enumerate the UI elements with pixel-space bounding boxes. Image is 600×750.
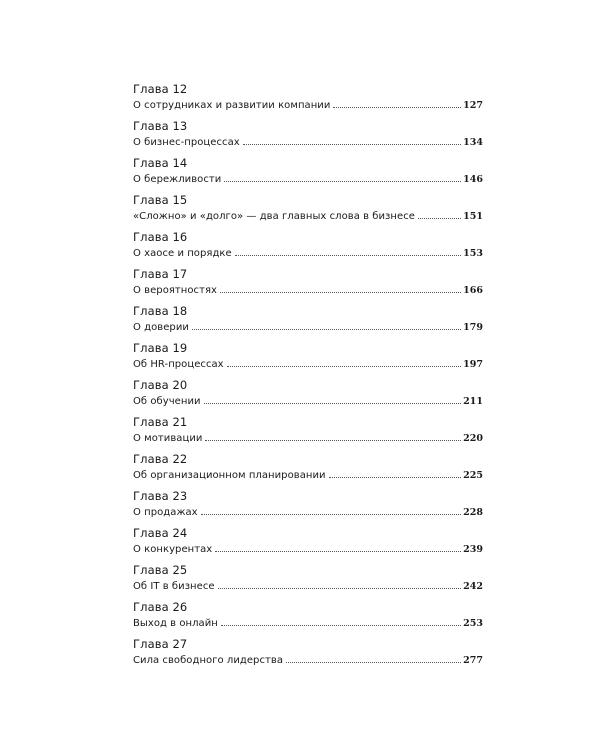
chapter-number: Глава 16 [133, 230, 188, 244]
dot-leader [192, 328, 461, 330]
toc-entry [133, 525, 483, 562]
toc-line[interactable] [133, 283, 483, 299]
chapter-title: О доверии [133, 322, 189, 333]
toc-entry [133, 451, 483, 488]
toc-line[interactable] [133, 172, 483, 188]
dot-leader [220, 291, 461, 293]
toc-entry [133, 155, 483, 192]
chapter-title: Об обучении [133, 396, 201, 407]
dot-leader [333, 106, 461, 108]
page-number: 253 [463, 618, 483, 629]
dot-leader [201, 513, 462, 515]
toc-line[interactable] [133, 579, 483, 595]
chapter-title: О сотрудниках и развитии компании [133, 100, 331, 111]
page-number: 127 [463, 100, 483, 111]
page-number: 239 [463, 544, 483, 555]
toc-line[interactable] [133, 357, 483, 373]
toc-line[interactable] [133, 431, 483, 447]
chapter-number: Глава 25 [133, 563, 188, 577]
dot-leader [205, 439, 461, 441]
chapter-title: О бережливости [133, 174, 222, 185]
dot-leader [227, 365, 462, 367]
dot-leader [215, 550, 461, 552]
toc-line[interactable] [133, 98, 483, 114]
toc-entry [133, 414, 483, 451]
toc-entry [133, 266, 483, 303]
chapter-title: «Сложно» и «долго» — два главных слова в бизнесе [133, 211, 415, 222]
toc-entry [133, 636, 483, 673]
dot-leader [235, 254, 461, 256]
toc-entry [133, 118, 483, 155]
page-number: 220 [463, 433, 483, 444]
chapter-number: Глава 26 [133, 600, 188, 614]
chapter-number: Глава 12 [133, 82, 188, 96]
toc-entry [133, 303, 483, 340]
page-number: 211 [463, 396, 483, 407]
toc-entry [133, 192, 483, 229]
chapter-number: Глава 15 [133, 193, 188, 207]
toc-line[interactable] [133, 468, 483, 484]
chapter-number: Глава 19 [133, 341, 188, 355]
chapter-number: Глава 17 [133, 267, 188, 281]
chapter-title: Сила свободного лидерства [133, 655, 283, 666]
table-of-contents [133, 81, 483, 673]
page-number: 242 [463, 581, 483, 592]
chapter-number: Глава 22 [133, 452, 188, 466]
chapter-title: Об IT в бизнесе [133, 581, 215, 592]
dot-leader [204, 402, 462, 404]
page-number: 166 [463, 285, 483, 296]
dot-leader [286, 661, 461, 663]
toc-entry [133, 340, 483, 377]
chapter-number: Глава 24 [133, 526, 188, 540]
chapter-title: О вероятностях [133, 285, 218, 296]
page-number: 151 [463, 211, 483, 222]
toc-entry [133, 229, 483, 266]
dot-leader [224, 180, 461, 182]
chapter-number: Глава 21 [133, 415, 188, 429]
toc-entry [133, 81, 483, 118]
page-number: 134 [463, 137, 483, 148]
dot-leader [218, 587, 462, 589]
toc-line[interactable] [133, 246, 483, 262]
page-number: 179 [463, 322, 483, 333]
dot-leader [221, 624, 461, 626]
page-number: 277 [463, 655, 483, 666]
chapter-title: Выход в онлайн [133, 618, 218, 629]
toc-entry [133, 488, 483, 525]
chapter-title: О конкурентах [133, 544, 213, 555]
chapter-title: О бизнес-процессах [133, 137, 240, 148]
toc-line[interactable] [133, 505, 483, 521]
toc-line[interactable] [133, 135, 483, 151]
dot-leader [329, 476, 462, 478]
chapter-title: Об HR-процессах [133, 359, 224, 370]
chapter-number: Глава 20 [133, 378, 188, 392]
chapter-number: Глава 23 [133, 489, 188, 503]
dot-leader [418, 217, 461, 219]
chapter-number: Глава 27 [133, 637, 188, 651]
dot-leader [243, 143, 461, 145]
toc-line[interactable] [133, 209, 483, 225]
chapter-title: О хаосе и порядке [133, 248, 232, 259]
chapter-title: Об организационном планировании [133, 470, 326, 481]
chapter-title: О продажах [133, 507, 198, 518]
chapter-number: Глава 18 [133, 304, 188, 318]
page-number: 153 [463, 248, 483, 259]
page-number: 228 [463, 507, 483, 518]
toc-line[interactable] [133, 616, 483, 632]
toc-entry [133, 599, 483, 636]
chapter-number: Глава 14 [133, 156, 188, 170]
toc-line[interactable] [133, 320, 483, 336]
page-number: 225 [463, 470, 483, 481]
toc-line[interactable] [133, 394, 483, 410]
toc-entry [133, 562, 483, 599]
page-number: 146 [463, 174, 483, 185]
toc-line[interactable] [133, 542, 483, 558]
chapter-number: Глава 13 [133, 119, 188, 133]
page-number: 197 [463, 359, 483, 370]
toc-line[interactable] [133, 653, 483, 669]
toc-entry [133, 377, 483, 414]
chapter-title: О мотивации [133, 433, 203, 444]
